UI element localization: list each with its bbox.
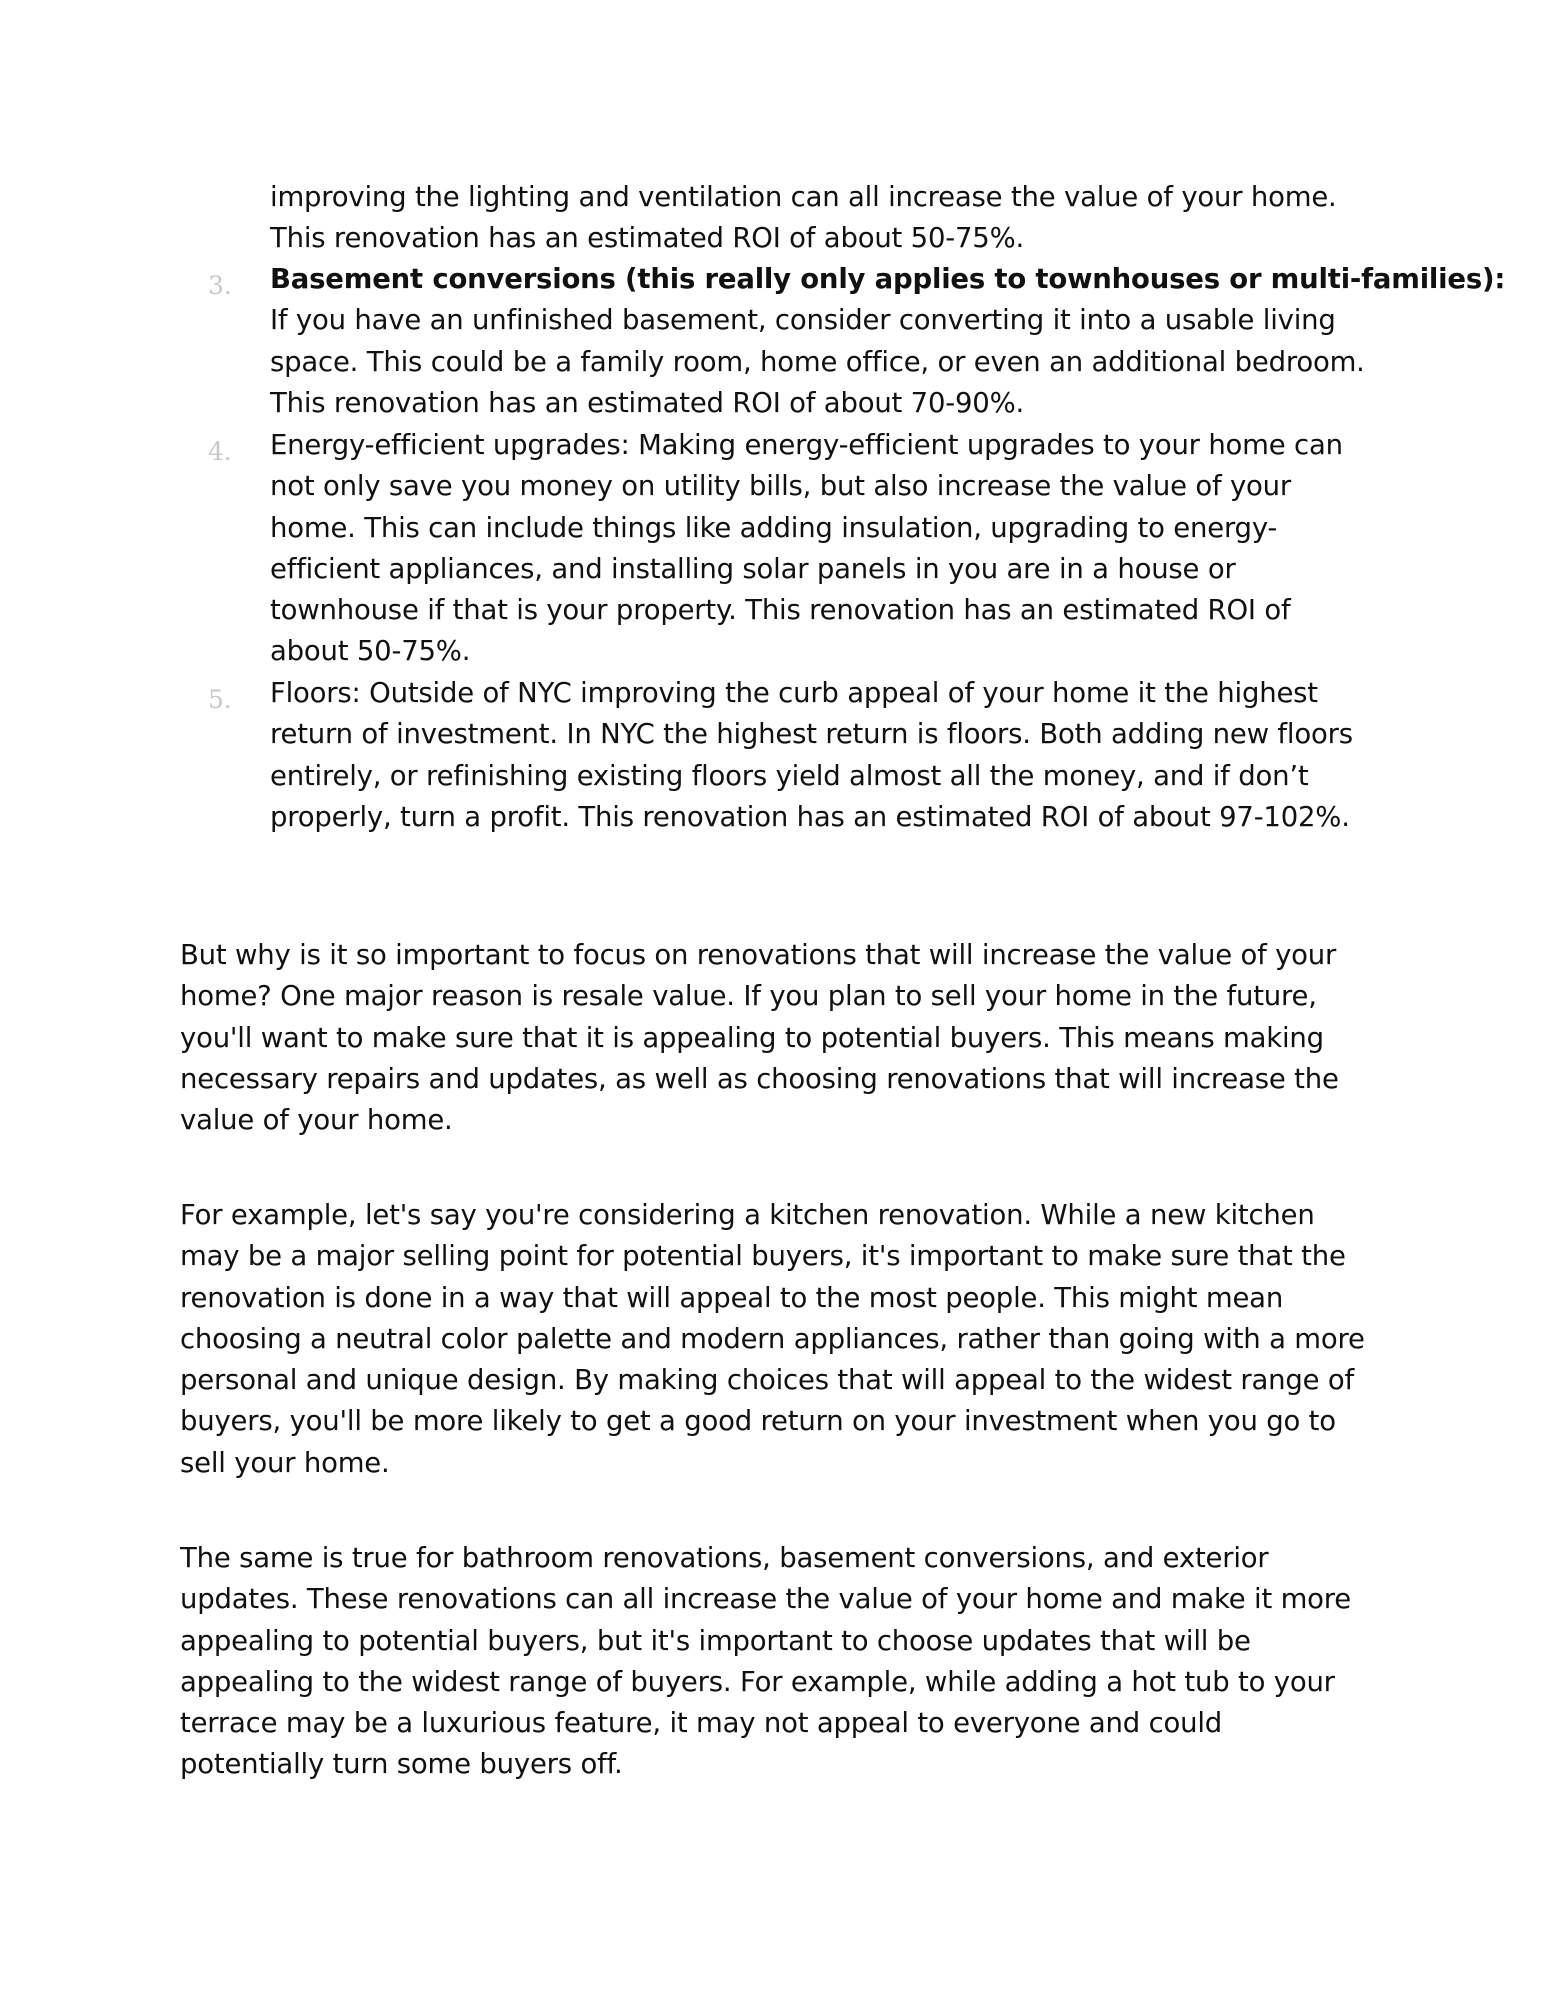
text-line: Floors: Outside of NYC improving the curb appeal of your home it the highest — [270, 677, 1318, 709]
paragraph-resale-value — [180, 935, 1380, 1141]
list-item-floors — [208, 673, 1370, 838]
text-line: efficient appliances, and installing solar panels in you are in a house or — [270, 552, 1236, 585]
text-line: value of your home. — [180, 1104, 453, 1137]
list-number: 4. — [208, 437, 232, 466]
text-line: you'll want to make sure that it is appealing to potential buyers. This means making — [180, 1021, 1324, 1054]
text-line: renovation is done in a way that will appeal to the most people. This might mean — [180, 1281, 1284, 1314]
text-line: updates. These renovations can all increase the value of your home and make it more — [180, 1583, 1352, 1616]
paragraph-kitchen-example — [180, 1195, 1380, 1484]
text-line: personal and unique design. By making choices that will appeal to the widest range of — [180, 1364, 1355, 1397]
list-item-basement-conversions — [208, 259, 1506, 424]
text-line: may be a major selling point for potential buyers, it's important to make sure that the — [180, 1240, 1346, 1273]
text-line: entirely, or refinishing existing floors yield almost all the money, and if don’t — [270, 759, 1309, 792]
list-item-2-continuation — [270, 177, 1360, 260]
text-line: necessary repairs and updates, as well as choosing renovations that will increase the — [180, 1062, 1339, 1095]
text-line: This renovation has an estimated ROI of about 70-90%. — [270, 386, 1025, 419]
text-line: sell your home. — [180, 1446, 390, 1479]
text-line: not only save you money on utility bills, but also increase the value of your — [270, 470, 1292, 503]
text-line: choosing a neutral color palette and modern appliances, rather than going with a more — [180, 1322, 1365, 1355]
text-line: appealing to the widest range of buyers. For example, while adding a hot tub to your — [180, 1665, 1335, 1698]
list-item-title: Basement conversions (this really only applies to townhouses or multi-families): — [270, 263, 1506, 295]
text-line: Energy-efficient upgrades: Making energy-efficient upgrades to your home can — [270, 429, 1343, 461]
text-line: If you have an unfinished basement, consider converting it into a usable living — [270, 304, 1336, 337]
text-line: home. This can include things like adding insulation, upgrading to energy- — [270, 511, 1278, 544]
text-line: This renovation has an estimated ROI of about 50-75%. — [270, 222, 1025, 255]
text-line: townhouse if that is your property. This renovation has an estimated ROI of — [270, 594, 1291, 627]
text-line: buyers, you'll be more likely to get a good return on your investment when you go to — [180, 1405, 1336, 1438]
list-number: 5. — [208, 685, 232, 714]
text-line: For example, let's say you're considering a kitchen renovation. While a new kitchen — [180, 1199, 1315, 1231]
text-line: terrace may be a luxurious feature, it may not appeal to everyone and could — [180, 1707, 1223, 1740]
text-line: return of investment. In NYC the highest return is floors. Both adding new floors — [270, 718, 1353, 751]
text-line: home? One major reason is resale value. If you plan to sell your home in the future, — [180, 980, 1317, 1013]
text-line: properly, turn a profit. This renovation has an estimated ROI of about 97-102%. — [270, 800, 1350, 833]
text-line: But why is it so important to focus on renovations that will increase the value of your — [180, 939, 1337, 971]
text-line: appealing to potential buyers, but it's important to choose updates that will be — [180, 1624, 1251, 1657]
text-line: The same is true for bathroom renovations, basement conversions, and exterior — [180, 1542, 1269, 1574]
text-line: space. This could be a family room, home office, or even an additional bedroom. — [270, 345, 1365, 378]
text-line: about 50-75%. — [270, 635, 471, 668]
paragraph-other-renovations — [180, 1538, 1380, 1786]
text-line: potentially turn some buyers off. — [180, 1748, 623, 1781]
text-line: improving the lighting and ventilation can all increase the value of your home. — [270, 181, 1337, 213]
list-item-energy-efficient-upgrades — [208, 425, 1370, 673]
list-number: 3. — [208, 271, 232, 300]
